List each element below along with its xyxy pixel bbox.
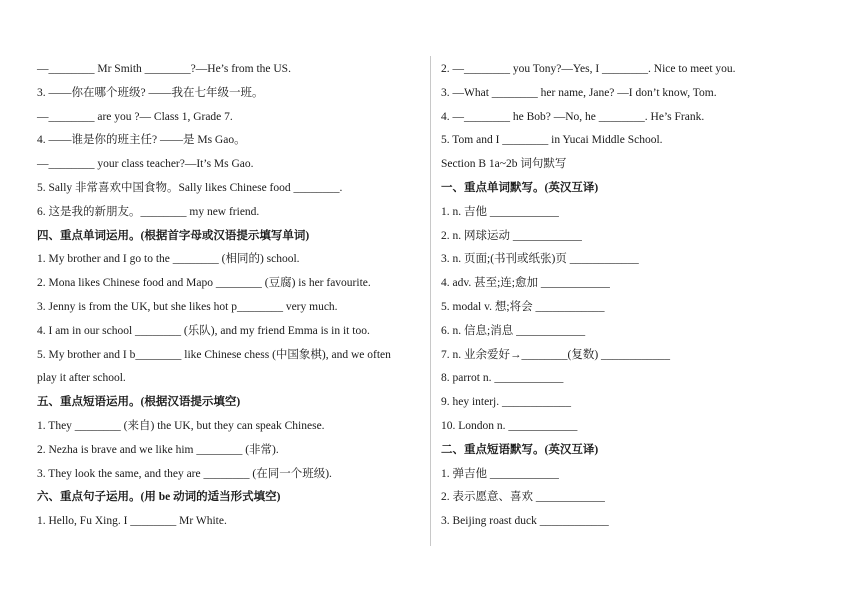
exercise-line: 3. Beijing roast duck ____________ [441,515,609,528]
exercise-line: 5. modal v. 想;将会 ____________ [441,300,605,313]
exercise-line: 2. —________ you Tony?—Yes, I ________. Nice to meet you. [441,63,736,75]
exercise-line: Section B 1a~2b 词句默写 [441,158,567,171]
section-heading: 四、重点单词运用。(根据首字母或汉语提示填写单词) [37,229,310,242]
column-divider [430,56,431,546]
exercise-line: 6. n. 信息;消息 ____________ [441,324,586,337]
exercise-line: 2. n. 网球运动 ____________ [441,229,582,242]
exercise-line: 2. Nezha is brave and we like him ________ (非常). [37,443,279,456]
exercise-line: 1. My brother and I go to the ________ (相同的) school. [37,253,300,266]
section-heading: 五、重点短语运用。(根据汉语提示填空) [37,396,241,409]
exercise-line: 3. n. 页面;(书刊或纸张)页 ____________ [441,253,639,266]
exercise-line: 7. n. 业余爱好→________(复数) ____________ [441,348,671,361]
exercise-line: 4. —________ he Bob? —No, he ________. He’s Frank. [441,110,705,123]
exercise-line: 3. —What ________ her name, Jane? —I don’t know, Tom. [441,86,717,99]
exercise-line: 3. ——你在哪个班级? ——我在七年级一班。 [37,86,264,99]
exercise-line: 4. ——谁是你的班主任? ——是 Ms Gao。 [37,134,246,147]
exercise-line: 3. Jenny is from the UK, but she likes hot p________ very much. [37,300,338,313]
exercise-line: 5. Sally 非常喜欢中国食物。Sally likes Chinese food ________. [37,181,343,194]
section-heading: 六、重点句子运用。(用 be 动词的适当形式填空) [37,491,281,504]
exercise-line: 4. I am in our school ________ (乐队), and my friend Emma is in it too. [37,324,370,337]
exercise-line: 10. London n. ____________ [441,419,578,432]
exercise-line: —________ Mr Smith ________?—He’s from the US. [37,63,291,75]
exercise-line: 8. parrot n. ____________ [441,372,564,385]
exercise-line: 1. They ________ (来自) the UK, but they can speak Chinese. [37,419,325,432]
exercise-line: 5. Tom and I ________ in Yucai Middle School. [441,134,663,147]
exercise-line: 1. Hello, Fu Xing. I ________ Mr White. [37,515,227,528]
section-heading: 二、重点短语默写。(英汉互译) [441,443,599,456]
exercise-line: 1. 弹吉他 ____________ [441,467,559,480]
section-heading: 一、重点单词默写。(英汉互译) [441,181,599,194]
exercise-line: play it after school. [37,372,126,385]
exercise-line: 2. Mona likes Chinese food and Mapo ________ (豆腐) is her favourite. [37,277,371,290]
exercise-line: —________ your class teacher?—It’s Ms Gao. [37,158,254,171]
exercise-line: 2. 表示愿意、喜欢 ____________ [441,491,605,504]
exercise-line: 6. 这是我的新朋友。________ my new friend. [37,205,260,218]
exercise-line: 3. They look the same, and they are ________ (在同一个班级). [37,467,332,480]
exercise-line: 1. n. 吉他 ____________ [441,205,559,218]
right-column [441,58,831,534]
exercise-line: 5. My brother and I b________ like Chinese chess (中国象棋), and we often [37,348,391,361]
exercise-line: 4. adv. 甚至;连;愈加 ____________ [441,277,610,290]
exercise-line: 9. hey interj. ____________ [441,396,571,409]
exercise-line: —________ are you ?— Class 1, Grade 7. [37,110,233,123]
left-column [37,58,422,534]
